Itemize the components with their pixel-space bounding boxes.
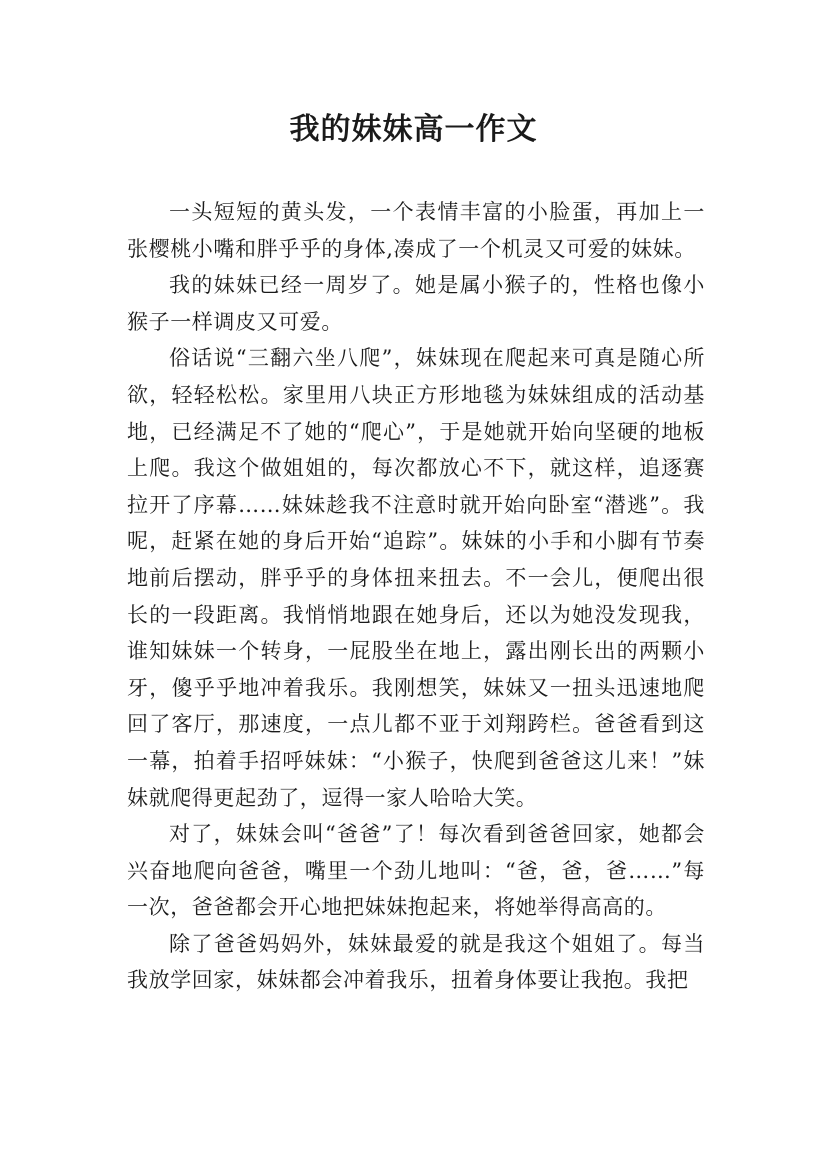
paragraph-4: 对了，妹妹会叫“爸爸”了！每次看到爸爸回家，她都会兴奋地爬向爸爸，嘴里一个劲儿地叫：“爸，爸，爸……”每一次，爸爸都会开心地把妹妹抱起来，将她举得高高的。 xyxy=(127,822,705,920)
paragraph-1: 一头短短的黄头发，一个表情丰富的小脸蛋，再加上一张樱桃小嘴和胖乎乎的身体,凑成了一个机灵又可爱的妹妹。 xyxy=(127,200,705,261)
document-body xyxy=(127,194,705,999)
paragraph-2: 我的妹妹已经一周岁了。她是属小猴子的，性格也像小猴子一样调皮又可爱。 xyxy=(127,273,705,334)
document-title: 我的妹妹高一作文 xyxy=(289,112,538,147)
paragraph-3: 俗话说“三翻六坐八爬”，妹妹现在爬起来可真是随心所欲，轻轻松松。家里用八块正方形地毯为妹妹组成的活动基地，已经满足不了她的“爬心”，于是她就开始向坚硬的地板上爬。我这个做姐姐的，每次都放心不下，就这样，追逐赛拉开了序幕……妹妹趁我不注意时就开始向卧室“潜逃”。我呢，赶紧在她的身后开始“追踪”。妹妹的小手和小脚有节奏地前后摆动，胖乎乎的身体扭来扭去。不一会儿，便爬出很长的一段距离。我悄悄地跟在她身后，还以为她没发现我，谁知妹妹一个转身，一屁股坐在地上，露出刚长出的两颗小牙，傻乎乎地冲着我乐。我刚想笑，妹妹又一扭头迅速地爬回了客厅，那速度，一点儿都不亚于刘翔跨栏。爸爸看到这一幕，拍着手招呼妹妹：“小猴子，快爬到爸爸这儿来！”妹妹就爬得更起劲了，逗得一家人哈哈大笑。 xyxy=(127,346,705,810)
paragraph-5: 除了爸爸妈妈外，妹妹最爱的就是我这个姐姐了。每当我放学回家，妹妹都会冲着我乐，扭着身体要让我抱。我把 xyxy=(127,931,705,993)
